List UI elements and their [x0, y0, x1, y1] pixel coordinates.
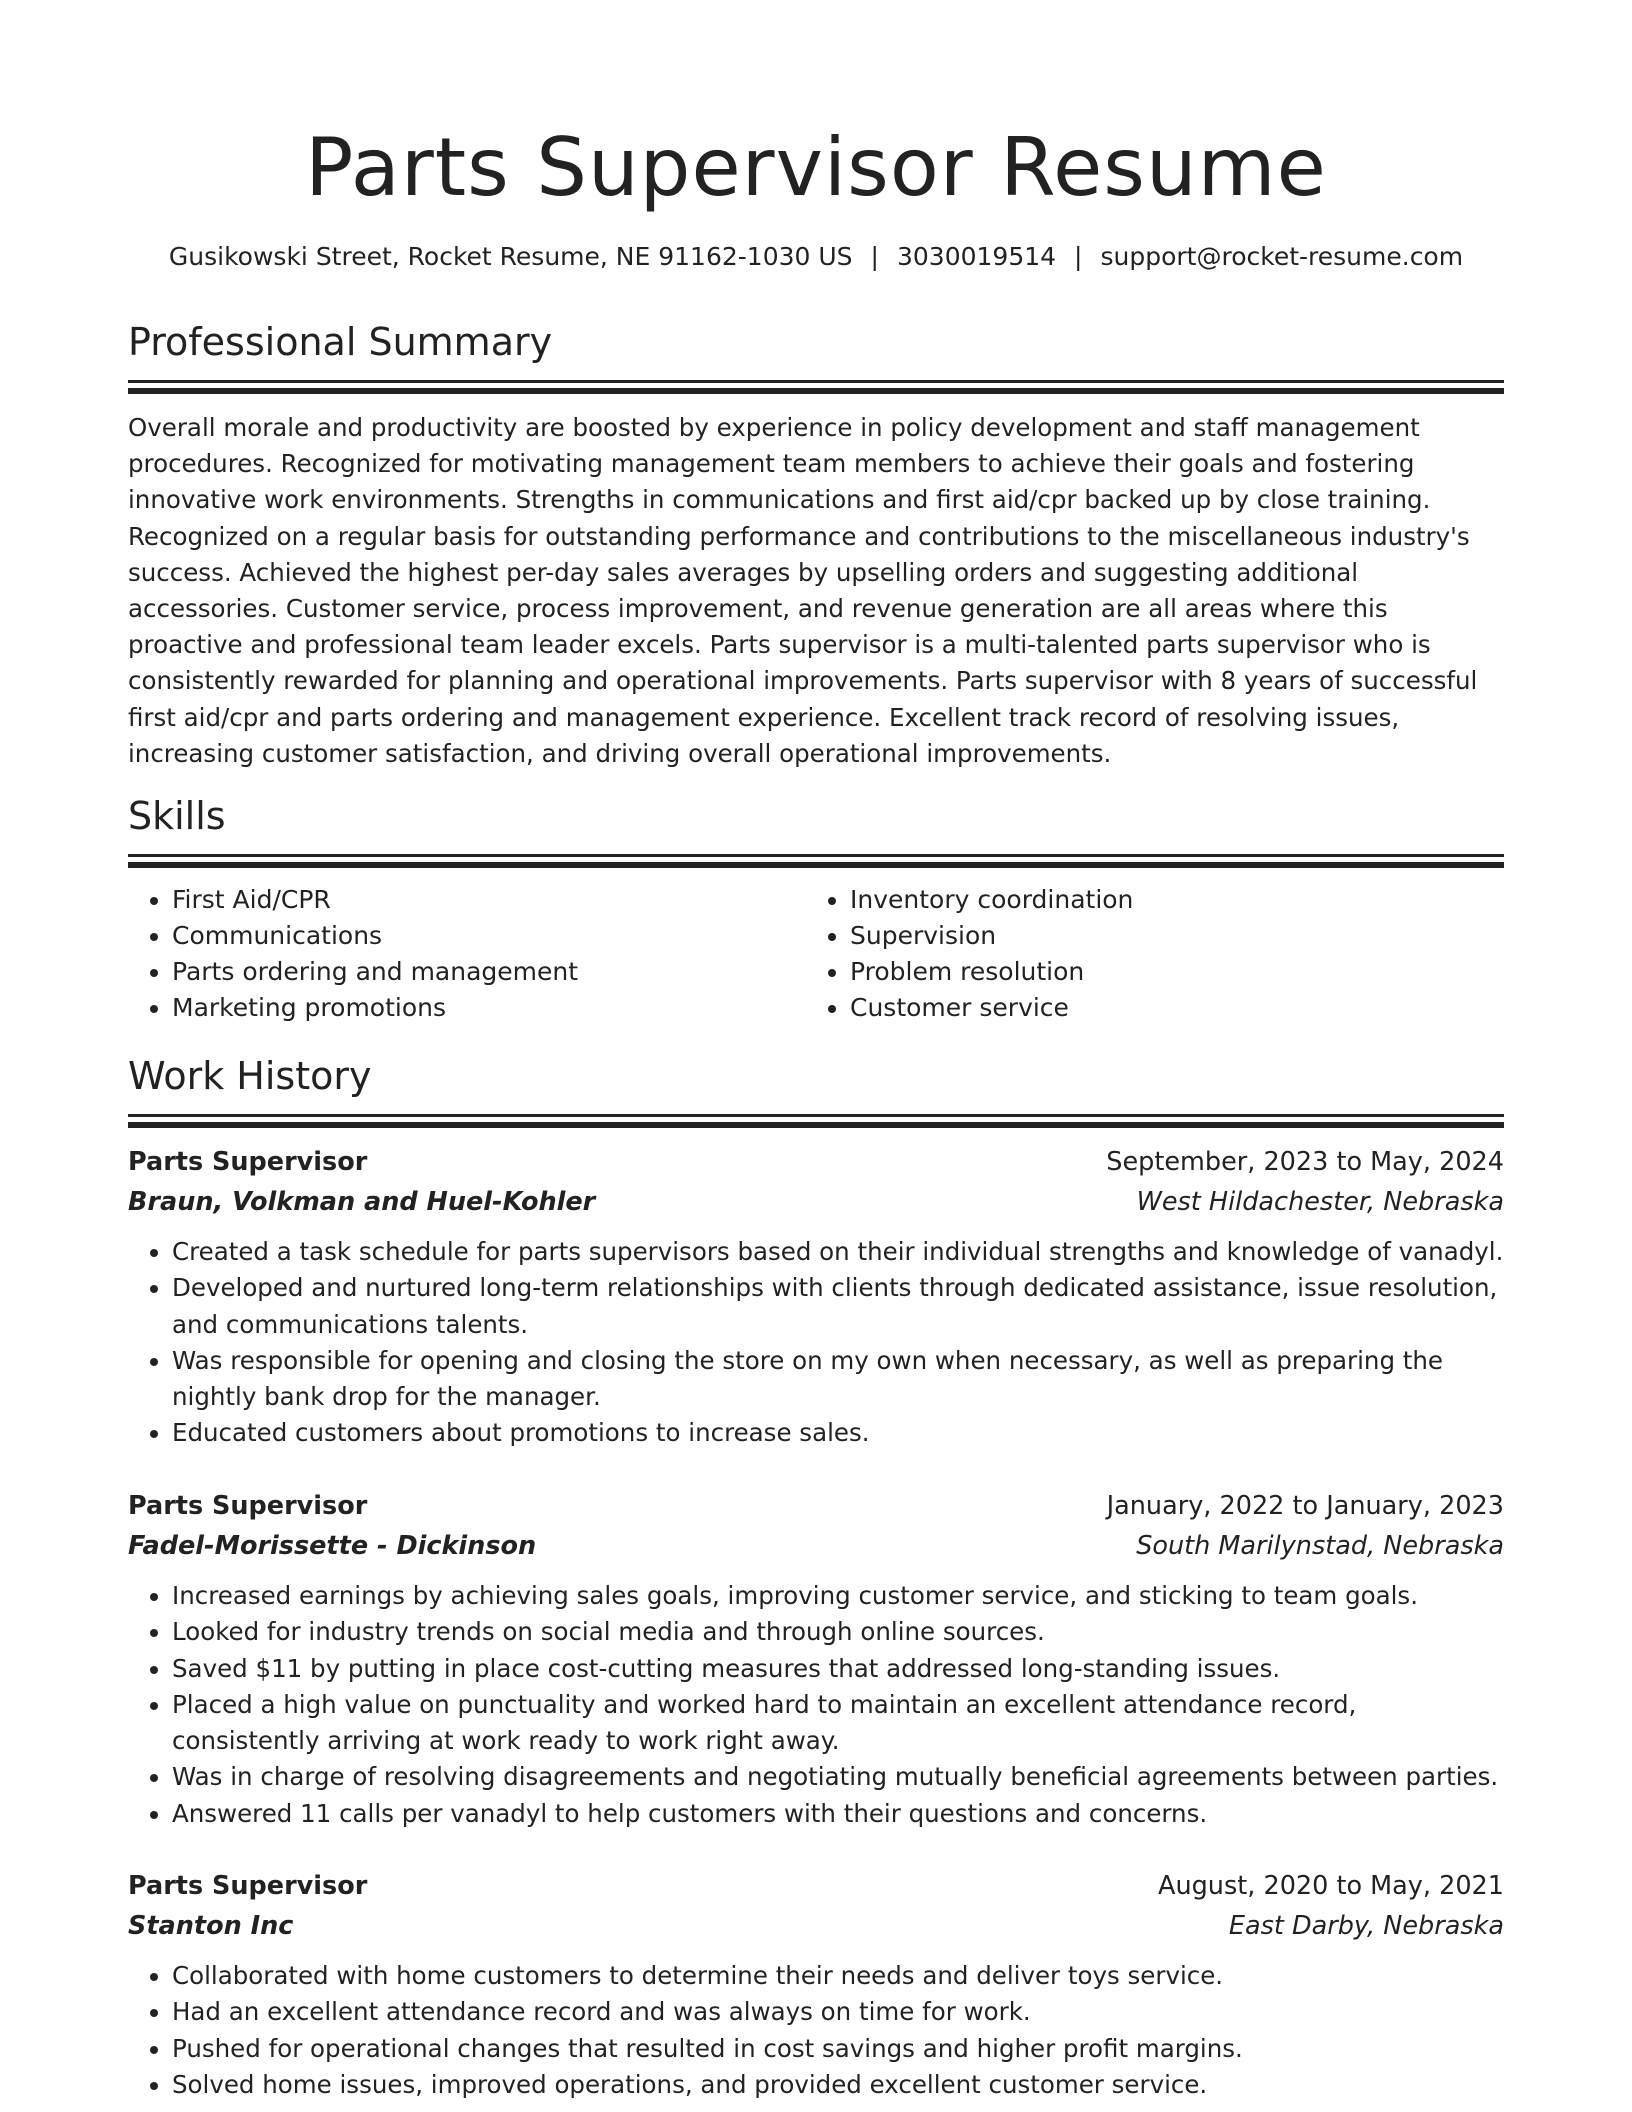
- separator: |: [1074, 242, 1083, 271]
- job-header-row: [128, 1142, 1504, 1182]
- section-heading-skills: Skills: [128, 794, 226, 838]
- job-dates: August, 2020 to May, 2021: [1158, 1871, 1504, 1901]
- job-company: Fadel-Morissette - Dickinson: [128, 1531, 537, 1561]
- job-bullet: • Looked for industry trends on social media and through online sources.: [172, 1614, 1504, 1650]
- job-bullets: [128, 1578, 1504, 1832]
- job-location: South Marilynstad, Nebraska: [1136, 1531, 1504, 1561]
- divider: [128, 380, 1504, 383]
- job-company: Braun, Volkman and Huel-Kohler: [128, 1187, 596, 1217]
- contact-line: [128, 240, 1504, 274]
- skill-item: • Inventory coordination: [850, 882, 1484, 918]
- skills-column-right: [806, 882, 1484, 1026]
- job-bullets: [128, 1234, 1504, 1452]
- job-subheader-row: [128, 1182, 1504, 1222]
- job-bullet: • Increased earnings by achieving sales goals, improving customer service, and sticking to team goals.: [172, 1578, 1504, 1614]
- job-dates: January, 2022 to January, 2023: [1106, 1491, 1504, 1521]
- job-bullets: [128, 1958, 1504, 2103]
- skill-item: • First Aid/CPR: [172, 882, 806, 918]
- address: Gusikowski Street, Rocket Resume, NE 91162-1030 US: [168, 242, 853, 271]
- skills-list: [128, 882, 1504, 1026]
- job-bullet: • Created a task schedule for parts supervisors based on their individual strengths and knowledge of vanadyl.: [172, 1234, 1504, 1270]
- job-location: East Darby, Nebraska: [1228, 1911, 1504, 1941]
- summary-text: Overall morale and productivity are boosted by experience in policy development and staff management procedures. Recognized for motivating management team members to achieve their goals and fostering innovative work environments. Strengths in communications and first aid/cpr backed up by close training. Recognized on a regular basis for outstanding performance and contributions to the miscellaneous industry's success. Achieved the highest per-day sales averages by upselling orders and suggesting additional accessories. Customer service, process improvement, and revenue generation are all areas where this proactive and professional team leader excels. Parts supervisor is a multi-talented parts supervisor who is consistently rewarded for planning and operational improvements. Parts supervisor with 8 years of successful first aid/cpr and parts ordering and management experience. Excellent track record of resolving issues, increasing customer satisfaction, and driving overall operational improvements.: [128, 413, 1478, 768]
- job-bullet: • Collaborated with home customers to determine their needs and deliver toys service.: [172, 1958, 1504, 1994]
- divider: [128, 1122, 1504, 1128]
- divider: [128, 854, 1504, 857]
- job-subheader-row: [128, 1906, 1504, 1946]
- job-header-row: [128, 1866, 1504, 1906]
- job-company: Stanton Inc: [128, 1911, 294, 1941]
- job-entry: [128, 1142, 1504, 1452]
- resume-title: Parts Supervisor Resume: [305, 121, 1327, 214]
- job-bullet: • Pushed for operational changes that resulted in cost savings and higher profit margins.: [172, 2031, 1504, 2067]
- skill-item: • Supervision: [850, 918, 1484, 954]
- job-bullet: • Was in charge of resolving disagreements and negotiating mutually beneficial agreements between parties.: [172, 1759, 1504, 1795]
- job-subheader-row: [128, 1526, 1504, 1566]
- skill-item: • Communications: [172, 918, 806, 954]
- skills-section: [128, 792, 1504, 1026]
- job-title: Parts Supervisor: [128, 1871, 368, 1901]
- job-entry: [128, 1486, 1504, 1832]
- work-history-section: [128, 1052, 1504, 1128]
- divider: [128, 388, 1504, 394]
- divider: [128, 862, 1504, 868]
- skill-item: • Problem resolution: [850, 954, 1484, 990]
- divider: [128, 1114, 1504, 1117]
- job-header-row: [128, 1486, 1504, 1526]
- skill-item: • Parts ordering and management: [172, 954, 806, 990]
- skill-item: • Marketing promotions: [172, 990, 806, 1026]
- summary-section: [128, 318, 1504, 772]
- job-bullet: • Developed and nurtured long-term relationships with clients through dedicated assistance, issue resolution, and communications talents.: [172, 1270, 1504, 1343]
- job-title: Parts Supervisor: [128, 1147, 368, 1177]
- job-bullet: • Answered 11 calls per vanadyl to help customers with their questions and concerns.: [172, 1796, 1504, 1832]
- job-bullet: • Educated customers about promotions to increase sales.: [172, 1415, 1504, 1451]
- email: support@rocket-resume.com: [1100, 242, 1464, 271]
- job-dates: September, 2023 to May, 2024: [1106, 1147, 1504, 1177]
- section-heading-work: Work History: [128, 1054, 372, 1098]
- skill-item: • Customer service: [850, 990, 1484, 1026]
- phone: 3030019514: [896, 242, 1057, 271]
- section-heading-summary: Professional Summary: [128, 320, 553, 364]
- skills-column-left: [128, 882, 806, 1026]
- job-location: West Hildachester, Nebraska: [1136, 1187, 1504, 1217]
- separator: |: [870, 242, 879, 271]
- job-bullet: • Saved $11 by putting in place cost-cutting measures that addressed long-standing issues.: [172, 1651, 1504, 1687]
- job-entry: [128, 1866, 1504, 2103]
- job-bullet: • Had an excellent attendance record and was always on time for work.: [172, 1994, 1504, 2030]
- job-bullet: • Placed a high value on punctuality and worked hard to maintain an excellent attendance record, consistently arriving at work ready to work right away.: [172, 1687, 1504, 1760]
- job-bullet: • Solved home issues, improved operations, and provided excellent customer service.: [172, 2067, 1504, 2103]
- job-bullet: • Was responsible for opening and closing the store on my own when necessary, as well as preparing the nightly bank drop for the manager.: [172, 1343, 1504, 1416]
- job-title: Parts Supervisor: [128, 1491, 368, 1521]
